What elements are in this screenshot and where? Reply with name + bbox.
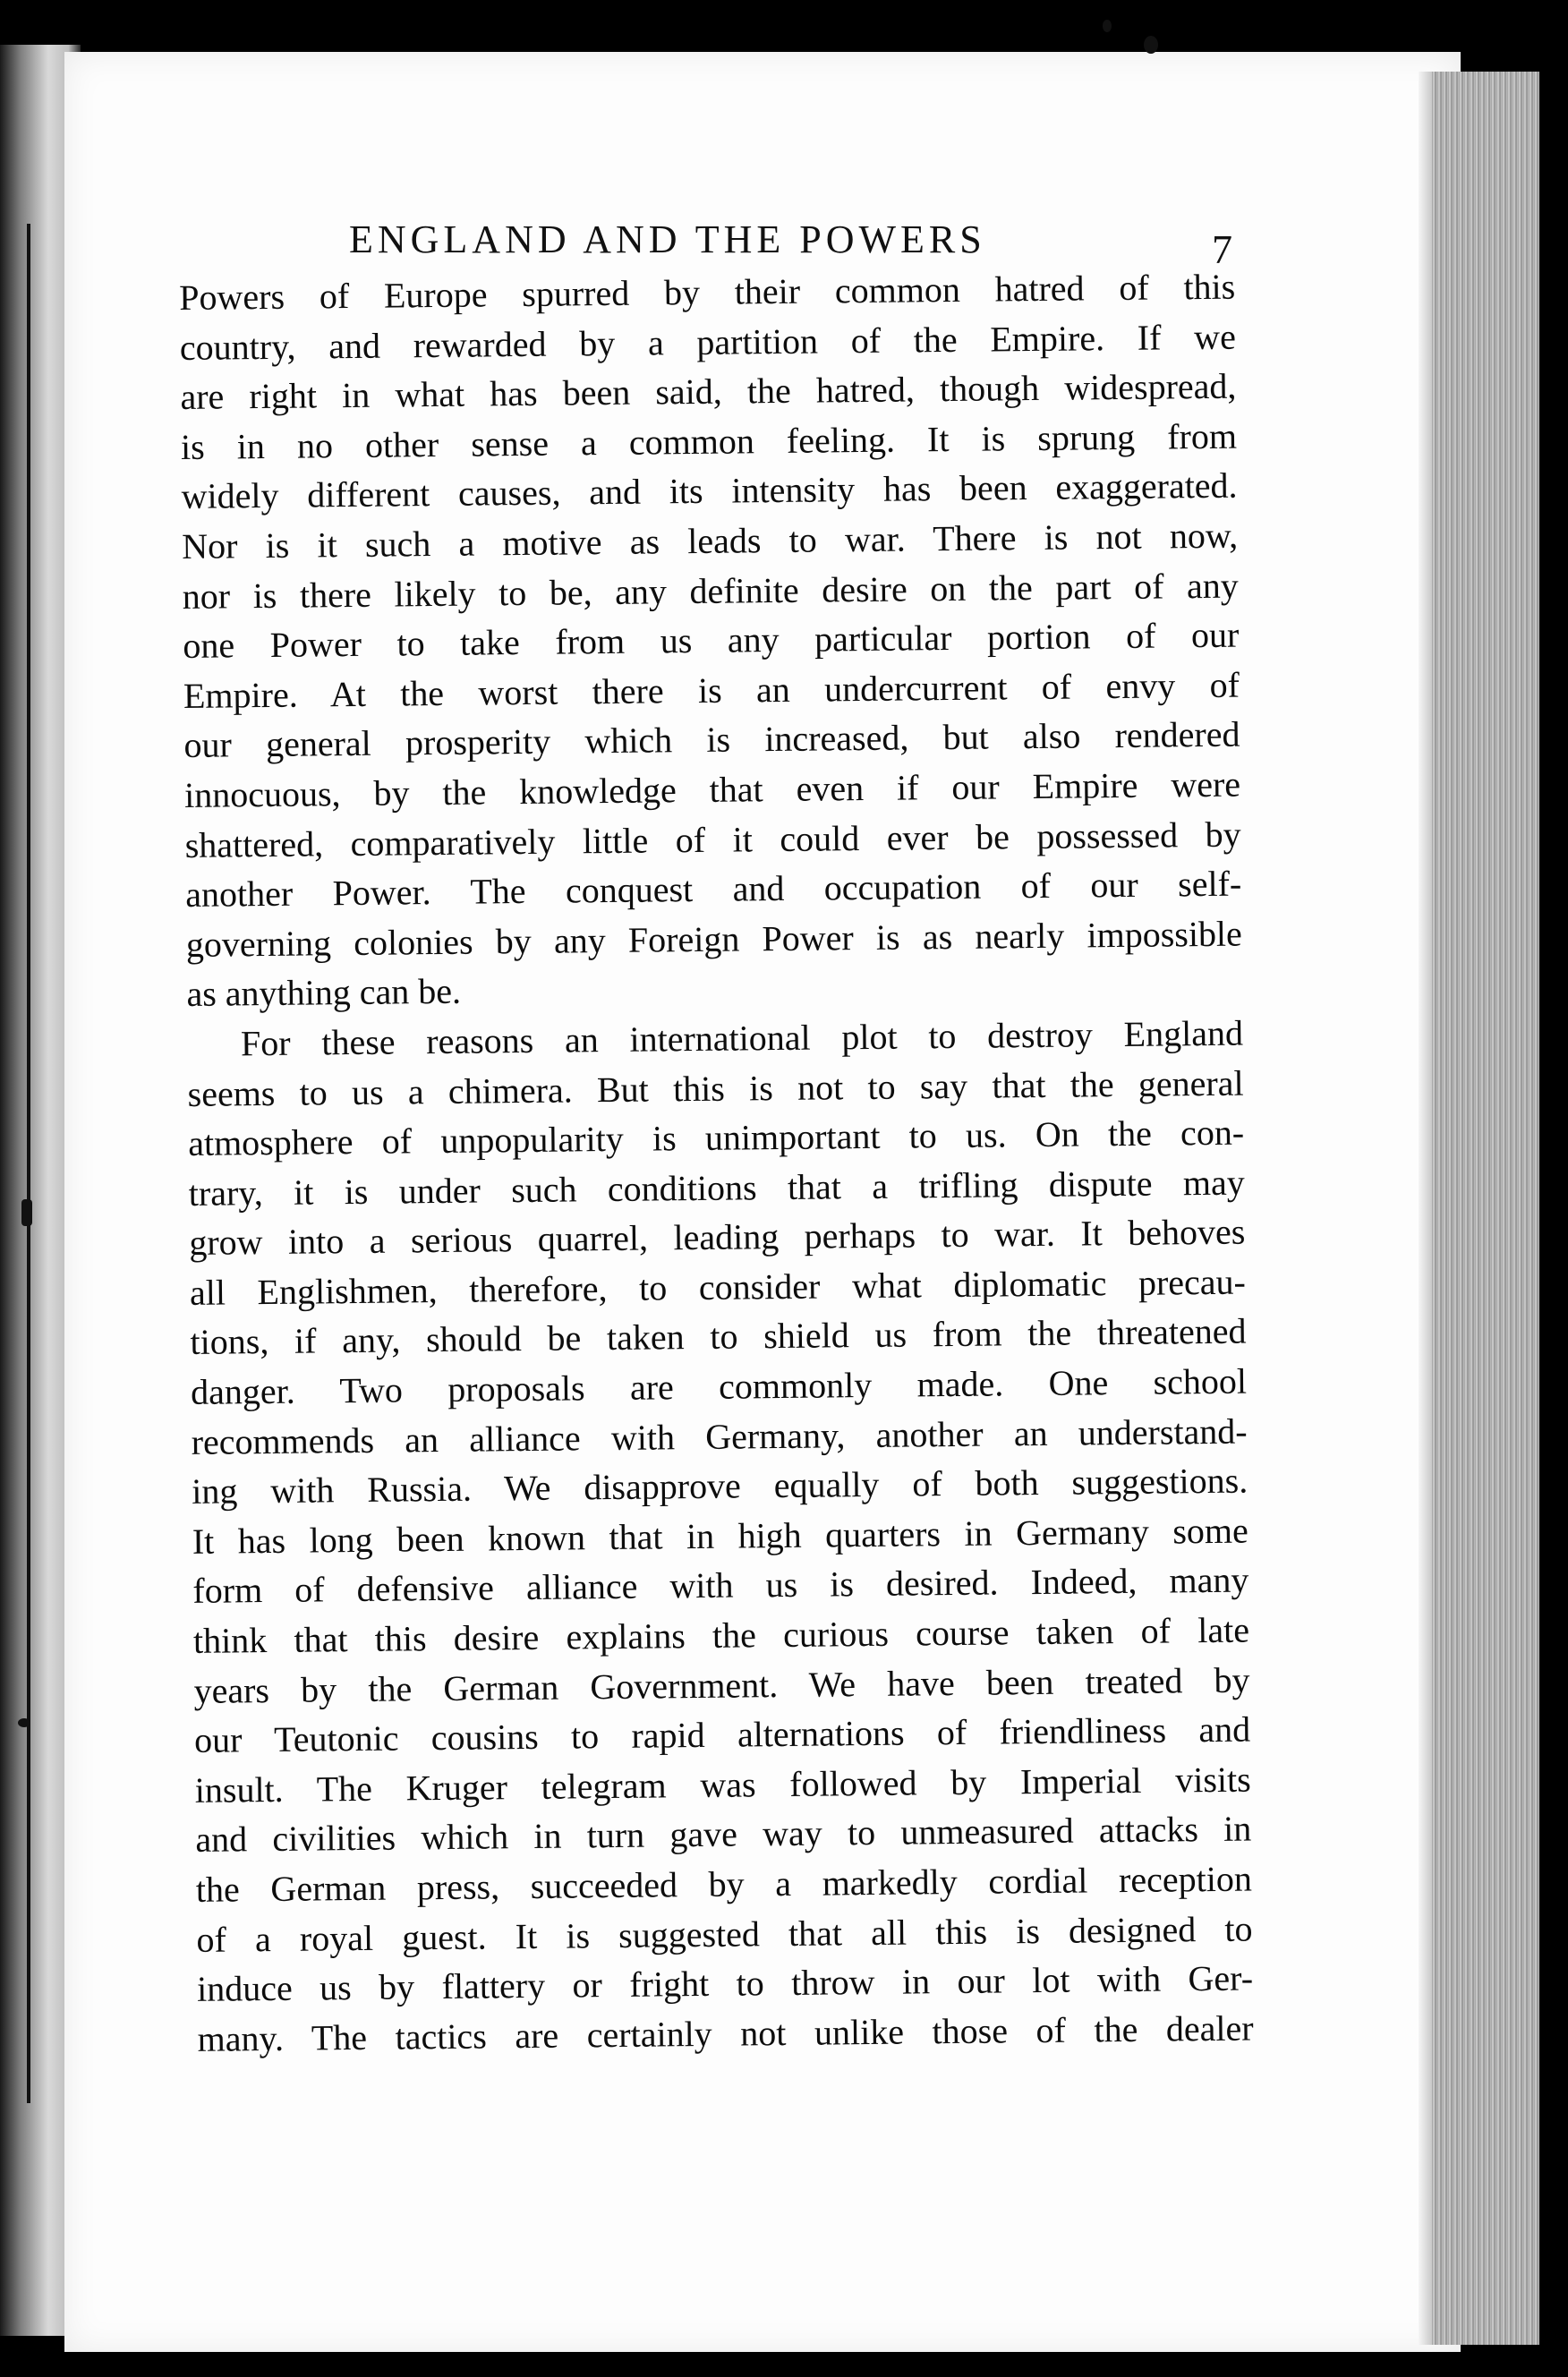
- text-line: insult. The Kruger telegram was followed by Imperial visits: [194, 1759, 1251, 1810]
- text-line: governing colonies by any Foreign Power is as nearly impossible: [185, 913, 1243, 965]
- paragraph-2: [187, 1009, 1254, 2065]
- text-line: form of defensive alliance with us is desired. Indeed, many: [192, 1560, 1249, 1612]
- text-line: danger. Two proposals are commonly made. One school: [190, 1360, 1248, 1412]
- scan-speck: [1144, 36, 1158, 54]
- text-line: as anything can be.: [186, 971, 462, 1015]
- text-line: widely different causes, and its intensity has been exaggerated.: [181, 465, 1238, 517]
- text-line: are right in what has been said, the hatred, though widespread,: [180, 365, 1237, 418]
- text-line: seems to us a chimera. But this is not to say that the general: [187, 1062, 1244, 1114]
- text-line: our Teutonic cousins to rapid alternations of friendliness and: [193, 1708, 1251, 1761]
- scan-speck: [1103, 20, 1112, 32]
- text-line: grow into a serious quarrel, leading perhaps to war. It behoves: [189, 1211, 1246, 1264]
- text-line: For these reasons an international plot to destroy England: [240, 1012, 1244, 1064]
- text-line: tions, if any, should be taken to shield us from the threatened: [190, 1311, 1247, 1363]
- text-line: Empire. At the worst there is an undercurrent of envy of: [183, 664, 1240, 716]
- running-header: ENGLAND AND THE POWERS: [349, 217, 986, 261]
- text-line: Powers of Europe spurred by their common hatred of this: [179, 266, 1236, 318]
- text-line: It has long been known that in high quarters in Germany some: [192, 1510, 1249, 1562]
- text-line: years by the German Government. We have been treated by: [193, 1659, 1250, 1711]
- text-line: country, and rewarded by a partition of the Empire. If we: [179, 316, 1237, 368]
- text-line: ing with Russia. We disapprove equally of both suggestions.: [192, 1460, 1248, 1512]
- text-line: trary, it is under such conditions that a trifling dispute may: [188, 1162, 1245, 1214]
- page-number: 7: [1212, 226, 1232, 272]
- text-line: induce us by flattery or fright to throw in our lot with Ger-: [196, 1957, 1254, 2010]
- text-line: the German press, succeeded by a markedly cordial reception: [195, 1858, 1253, 1910]
- text-line: atmosphere of unpopularity is unimportant to us. On the con-: [187, 1112, 1245, 1164]
- text-line: Nor is it such a motive as leads to war. There is not now,: [181, 515, 1239, 567]
- text-line: of a royal guest. It is suggested that all this is designed to: [196, 1908, 1253, 1960]
- text-line: innocuous, by the knowledge that even if our Empire were: [183, 763, 1241, 815]
- text-line: recommends an alliance with Germany, another an understand-: [191, 1410, 1248, 1462]
- text-line: another Power. The conquest and occupation of our self-: [185, 863, 1242, 916]
- text-line: think that this desire explains the curious course taken of late: [192, 1609, 1250, 1661]
- text-line: and civilities which in turn gave way to unmeasured attacks in: [195, 1808, 1252, 1861]
- text-line: many. The tactics are certainly not unlike those of the dealer: [197, 2007, 1254, 2059]
- scan-speck: [18, 1718, 30, 1727]
- binding-line: [27, 224, 30, 2103]
- text-line: nor is there likely to be, any definite desire on the part of any: [182, 565, 1239, 617]
- body-text: [179, 262, 1254, 2065]
- text-line: all Englishmen, therefore, to consider what diplomatic precau-: [189, 1261, 1247, 1313]
- paragraph-1: [179, 262, 1243, 1019]
- text-line: our general prosperity which is increased, but also rendered: [183, 713, 1240, 766]
- text-line: one Power to take from us any particular portion of our: [183, 614, 1240, 667]
- scan-speck: [21, 1199, 32, 1226]
- book-fore-edge: [1432, 72, 1539, 2345]
- text-line: is in no other sense a common feeling. It is sprung from: [180, 415, 1238, 467]
- text-line: shattered, comparatively little of it could ever be possessed by: [184, 814, 1241, 865]
